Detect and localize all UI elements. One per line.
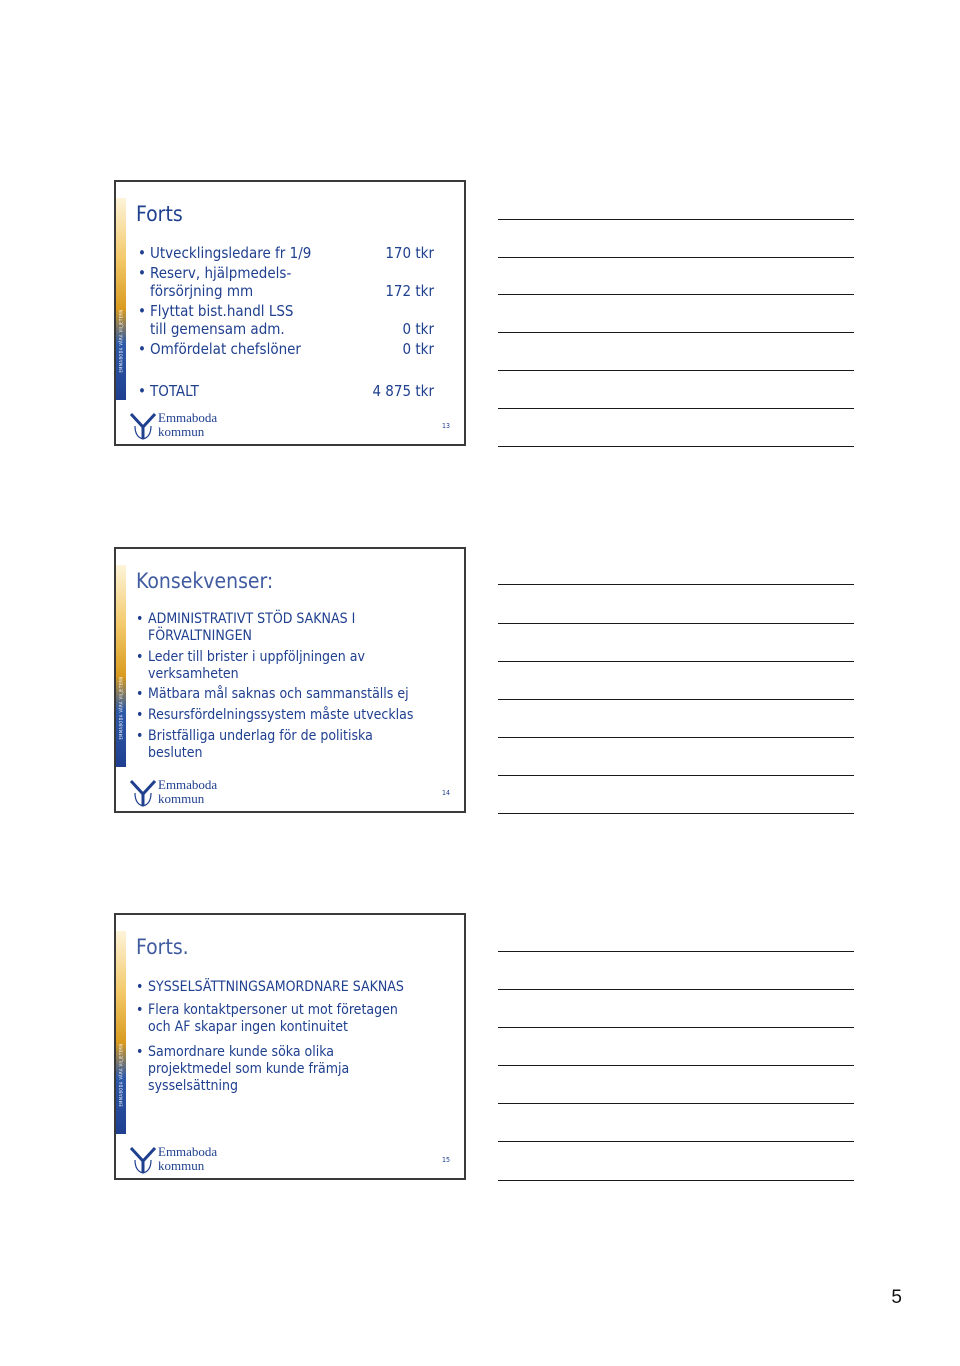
slide-sidebar-stripe [116, 198, 126, 400]
bullet-icon: • [136, 1002, 144, 1018]
amount-value: 172 tkr [385, 282, 434, 300]
bullet-icon: • [136, 979, 144, 995]
notes-line [498, 219, 854, 220]
bullet-icon: • [136, 1044, 144, 1060]
logo-y-icon [130, 779, 156, 807]
logo-y-icon [130, 1146, 156, 1174]
notes-line [498, 332, 854, 333]
notes-line [498, 294, 854, 295]
slide-sidebar-stripe [116, 931, 126, 1134]
notes-line [498, 951, 854, 952]
emmaboda-logo [130, 777, 250, 807]
amount-value: 170 tkr [385, 244, 434, 262]
slide-number: 15 [441, 1156, 450, 1164]
bullet-icon: • [138, 244, 146, 262]
notes-line [498, 699, 854, 700]
notes-line [498, 446, 854, 447]
amount-value: 0 tkr [402, 340, 434, 358]
slide-13 [114, 180, 466, 446]
bullet-icon: • [136, 728, 144, 744]
bullet-icon: • [136, 707, 144, 723]
emmaboda-logo [130, 410, 250, 440]
bullet-icon: • [136, 611, 144, 627]
logo-name: Emmaboda [158, 1144, 218, 1159]
notes-line [498, 1180, 854, 1181]
notes-line [498, 989, 854, 990]
notes-line [498, 257, 854, 258]
bullet-icon: • [136, 649, 144, 665]
bullet-item: • Flera kontaktpersoner ut mot företagen och AF skapar ingen kontinuitet [136, 1002, 398, 1035]
bullet-item: • Leder till brister i uppföljningen av verksamheten [136, 649, 365, 682]
bullet-item: • Resursfördelningssystem måste utvecklas [136, 707, 414, 723]
slide-title: Forts [136, 202, 183, 226]
logo-name: Emmaboda [158, 410, 218, 425]
bullet-item: • Mätbara mål saknas och sammanställs ej [136, 686, 409, 702]
bullet-item: • SYSSELSÄTTNINGSAMORDNARE SAKNAS [136, 979, 404, 995]
notes-line [498, 623, 854, 624]
logo-y-icon [130, 412, 156, 440]
notes-line [498, 1027, 854, 1028]
bullet-item: • Utvecklingsledare fr 1/9 [138, 244, 312, 262]
bullet-icon: • [138, 340, 146, 358]
notes-line [498, 370, 854, 371]
notes-line [498, 408, 854, 409]
slide-14 [114, 547, 466, 813]
bullet-item: • Flyttat bist.handl LSS till gemensam adm. [138, 302, 294, 338]
page-number: 5 [891, 1287, 902, 1308]
bullet-item-total: • TOTALT [138, 382, 199, 400]
total-value: 4 875 tkr [372, 382, 434, 400]
notes-line [498, 661, 854, 662]
bullet-item: • Reserv, hjälpmedels- försörjning mm [138, 264, 292, 300]
slide-sidebar-stripe [116, 565, 126, 767]
bullet-icon: • [136, 686, 144, 702]
bullet-item: • Samordnare kunde söka olika projektmedel som kunde främja sysselsättning [136, 1044, 350, 1094]
bullet-item: • ADMINISTRATIVT STÖD SAKNAS I FÖRVALTNINGEN [136, 611, 356, 644]
bullet-item: • Bristfälliga underlag för de politiska besluten [136, 728, 373, 761]
bullet-icon: • [138, 382, 146, 400]
sidebar-text: EMMABODA VÄRA VILJETERN [118, 676, 124, 740]
notes-line [498, 813, 854, 814]
logo-subname: kommun [158, 1158, 205, 1173]
slide-15 [114, 913, 466, 1180]
amount-value: 0 tkr [402, 320, 434, 338]
notes-line [498, 775, 854, 776]
notes-line [498, 737, 854, 738]
slide-number: 14 [441, 789, 450, 797]
bullet-icon: • [138, 264, 146, 282]
logo-subname: kommun [158, 791, 205, 806]
notes-line [498, 1103, 854, 1104]
notes-line [498, 584, 854, 585]
slide-title: Konsekvenser: [136, 569, 274, 593]
slide-number: 13 [441, 422, 450, 430]
notes-line [498, 1141, 854, 1142]
logo-name: Emmaboda [158, 777, 218, 792]
emmaboda-logo [130, 1144, 250, 1174]
sidebar-text: EMMABODA VÄRA VILJETERN [118, 309, 124, 373]
notes-line [498, 1065, 854, 1066]
logo-subname: kommun [158, 424, 205, 439]
bullet-item: • Omfördelat chefslöner [138, 340, 301, 358]
sidebar-text: EMMABODA VÄRA VILJETERN [118, 1043, 124, 1107]
bullet-icon: • [138, 302, 146, 320]
slide-title: Forts. [136, 935, 189, 959]
